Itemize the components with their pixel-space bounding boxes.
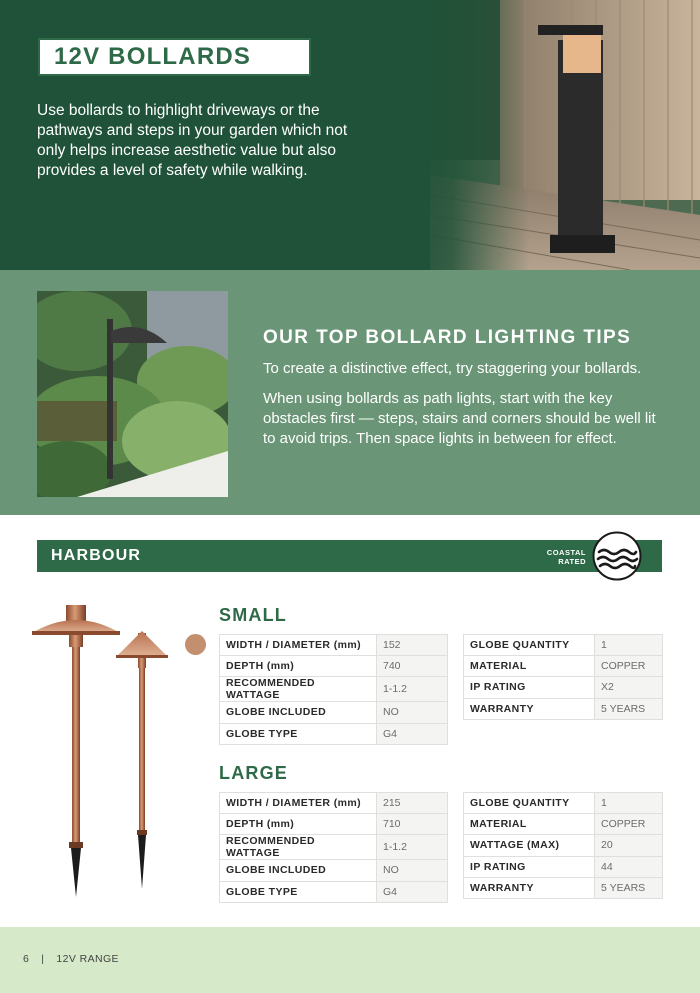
table-row: RECOMMENDED WATTAGE 1-1.2: [220, 677, 448, 702]
table-row: IP RATING 44: [464, 856, 663, 877]
table-row: MATERIAL COPPER: [464, 656, 663, 677]
page-title-box: [38, 38, 311, 76]
tips-paragraph-2: When using bollards as path lights, start with the key obstacles first — steps, stairs and corners should be well lit to avoid trips. Then space lights in between for effect.: [263, 390, 656, 447]
page-footer: [0, 927, 700, 993]
table-row: GLOBE INCLUDED NO: [220, 860, 448, 881]
small-heading: SMALL: [219, 605, 287, 625]
table-row: MATERIAL COPPER: [464, 814, 663, 835]
small-spec-table-left: [219, 634, 448, 745]
table-row: WATTAGE (MAX) 20: [464, 835, 663, 856]
tips-paragraph-1: To create a distinctive effect, try staggering your bollards.: [263, 360, 642, 377]
hero-description: Use bollards to highlight driveways or the pathways and steps in your garden which not only helps increase aesthetic value but also provides a level of safety while walking.: [37, 102, 348, 179]
large-spec-table-right: [463, 792, 663, 899]
product-name: HARBOUR: [51, 547, 142, 564]
table-row: GLOBE QUANTITY 1: [464, 635, 663, 656]
small-spec-table-right: [463, 634, 663, 720]
table-row: WIDTH / DIAMETER (mm) 152: [220, 635, 448, 656]
table-row: DEPTH (mm) 710: [220, 814, 448, 835]
page-number: 6: [23, 953, 30, 965]
table-row: GLOBE TYPE G4: [220, 723, 448, 744]
table-row: IP RATING X2: [464, 677, 663, 698]
copper-finish-swatch: [185, 634, 206, 655]
table-row: GLOBE INCLUDED NO: [220, 702, 448, 723]
table-row: GLOBE TYPE G4: [220, 881, 448, 902]
tips-heading: OUR TOP BOLLARD LIGHTING TIPS: [263, 327, 632, 348]
coastal-rated-label: COASTAL RATED: [546, 548, 586, 566]
table-row: WARRANTY 5 YEARS: [464, 698, 663, 719]
hero-section: [0, 0, 700, 270]
tips-section: [0, 270, 700, 515]
coastal-waves-icon: [592, 531, 642, 581]
table-row: DEPTH (mm) 740: [220, 656, 448, 677]
harbour-bollard-product-image: [28, 597, 173, 902]
section-name: 12V RANGE: [56, 953, 119, 965]
table-row: RECOMMENDED WATTAGE 1-1.2: [220, 835, 448, 860]
garden-bollard-photo: [37, 291, 228, 497]
large-heading: LARGE: [219, 763, 288, 783]
table-row: WARRANTY 5 YEARS: [464, 877, 663, 898]
footer-separator: |: [41, 953, 45, 965]
table-row: WIDTH / DIAMETER (mm) 215: [220, 793, 448, 814]
page-title: 12V BOLLARDS: [54, 43, 252, 70]
large-spec-table-left: [219, 792, 448, 903]
table-row: GLOBE QUANTITY 1: [464, 793, 663, 814]
product-title-bar: [37, 540, 662, 572]
